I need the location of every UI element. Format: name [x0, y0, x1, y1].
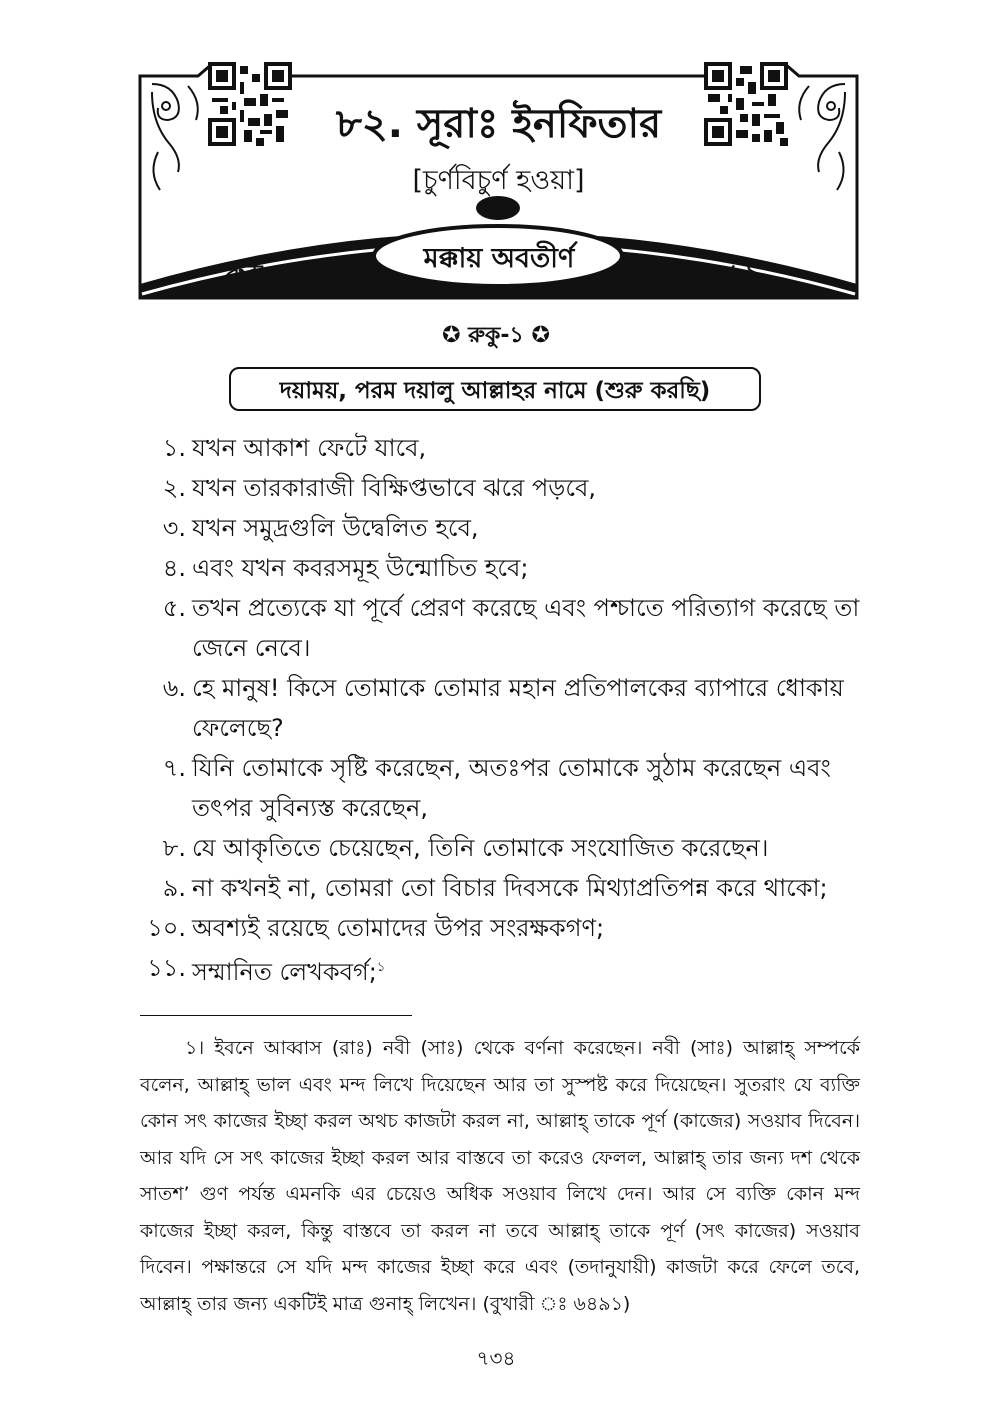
- revelation-label: মক্কায় অবতীর্ণ: [423, 243, 575, 274]
- verse-number: ৫.: [162, 594, 186, 622]
- verse-number: ২.: [162, 474, 186, 502]
- verse: [140, 828, 860, 868]
- verse-number: ৭.: [162, 754, 186, 782]
- verse-list: [140, 428, 860, 992]
- surah-subtitle: [চুর্ণবিচুর্ণ হওয়া]: [412, 165, 585, 196]
- verse-text: যিনি তোমাকে সৃষ্টি করেছেন, অতঃপর তোমাকে সুঠাম করেছেন এবং তৎপর সুবিন্যস্ত করেছেন,: [192, 754, 831, 822]
- verse: [140, 868, 860, 908]
- verse-text: যখন আকাশ ফেটে যাবে,: [192, 434, 427, 462]
- verse: [140, 508, 860, 548]
- verse: [140, 548, 860, 588]
- verse-text: তখন প্রত্যেকে যা পূর্বে প্রেরণ করেছে এবং পশ্চাতে পরিত্যাগ করেছে তা জেনে নেবে।: [192, 594, 860, 662]
- footnote-divider: [140, 1015, 412, 1016]
- page-number: ৭৩৪: [476, 1346, 516, 1370]
- verse-number: ৩.: [162, 514, 186, 542]
- ruku-heading: ✪ রুকু-১ ✪: [442, 323, 550, 348]
- verse-text: না কখনই না, তোমরা তো বিচার দিবসকে মিথ্যাপ্রতিপন্ন করে থাকো;: [192, 874, 828, 902]
- verse-text: যে আকৃতিতে চেয়েছেন, তিনি তোমাকে সংযোজিত করেছেন।: [192, 834, 769, 862]
- verse-number: ৯.: [162, 874, 186, 902]
- verse-number: ৮.: [162, 834, 186, 862]
- surah-title: ৮২. সূরাঃ ইনফিতার: [335, 101, 662, 147]
- verse: [140, 748, 860, 828]
- surah-header: [138, 62, 859, 300]
- ruku-count: রুকু-১: [226, 259, 290, 288]
- verse: [140, 668, 860, 748]
- verse-number: ৬.: [162, 674, 186, 702]
- verse-number: ১০.: [147, 914, 186, 942]
- footnote-marker[interactable]: ১: [376, 960, 386, 975]
- verse-text: [192, 948, 860, 992]
- verse: [140, 468, 860, 508]
- verse-number: ১.: [162, 434, 186, 462]
- bismillah-box: দয়াময়, পরম দয়ালু আল্লাহর নামে (শুরু করছি): [229, 367, 761, 411]
- ayat-count: আয়াত-১৯: [648, 259, 761, 288]
- verse-text: এবং যখন কবরসমূহ উন্মোচিত হবে;: [192, 554, 529, 582]
- verse-text: যখন তারকারাজী বিক্ষিপ্তভাবে ঝরে পড়বে,: [192, 474, 597, 502]
- verse-text-body: সম্মানিত লেখকবর্গ;: [192, 958, 377, 986]
- verse-number: ১১.: [147, 954, 186, 982]
- verse: [140, 908, 860, 948]
- verse-text: যখন সমুদ্রগুলি উদ্বেলিত হবে,: [192, 514, 479, 542]
- verse-text: হে মানুষ! কিসে তোমাকে তোমার মহান প্রতিপালকের ব্যাপারে ধোকায় ফেলেছে?: [192, 674, 844, 742]
- verse: [140, 428, 860, 468]
- verse: [140, 948, 860, 992]
- footnote: ১। ইবনে আব্বাস (রাঃ) নবী (সাঃ) থেকে বর্ণনা করেছেন। নবী (সাঃ) আল্লাহ্ সম্পর্কে বলেন, আল্লাহ্ ভাল এবং মন্দ লিখে দিয়েছেন আর তা সুস্পষ্ট করে দিয়েছেন। সুতরাং যে ব্যক্তি কোন সৎ কাজের ইচ্ছা করল অথচ কাজটা করল না, আল্লাহ্ তাকে পূর্ণ (কাজের) সওয়াব দিবেন। আর যদি সে সৎ কাজের ইচ্ছা করল আর বাস্তবে তা করেও ফেলল, আল্লাহ্ তার জন্য দশ থেকে সাতশ’ গুণ পর্যন্ত এমনকি এর চেয়েও অধিক সওয়াব লিখে দেন। আর সে ব্যক্তি কোন মন্দ কাজের ইচ্ছা করল, কিন্তু বাস্তবে তা করল না তবে আল্লাহ্ তাকে পূর্ণ (সৎ কাজের) সওয়াব দিবেন। পক্ষান্তরে সে যদি মন্দ কাজের ইচ্ছা করে এবং (তদানুযায়ী) কাজটা করে ফেলে তবে, আল্লাহ্ তার জন্য একটিই মাত্র গুনাহ্ লিখেন। (বুখারী ঃ ৬৪৯১): [140, 1037, 860, 1315]
- verse-number: ৪.: [162, 554, 186, 582]
- verse: [140, 588, 860, 668]
- verse-text: অবশ্যই রয়েছে তোমাদের উপর সংরক্ষকগণ;: [192, 914, 605, 942]
